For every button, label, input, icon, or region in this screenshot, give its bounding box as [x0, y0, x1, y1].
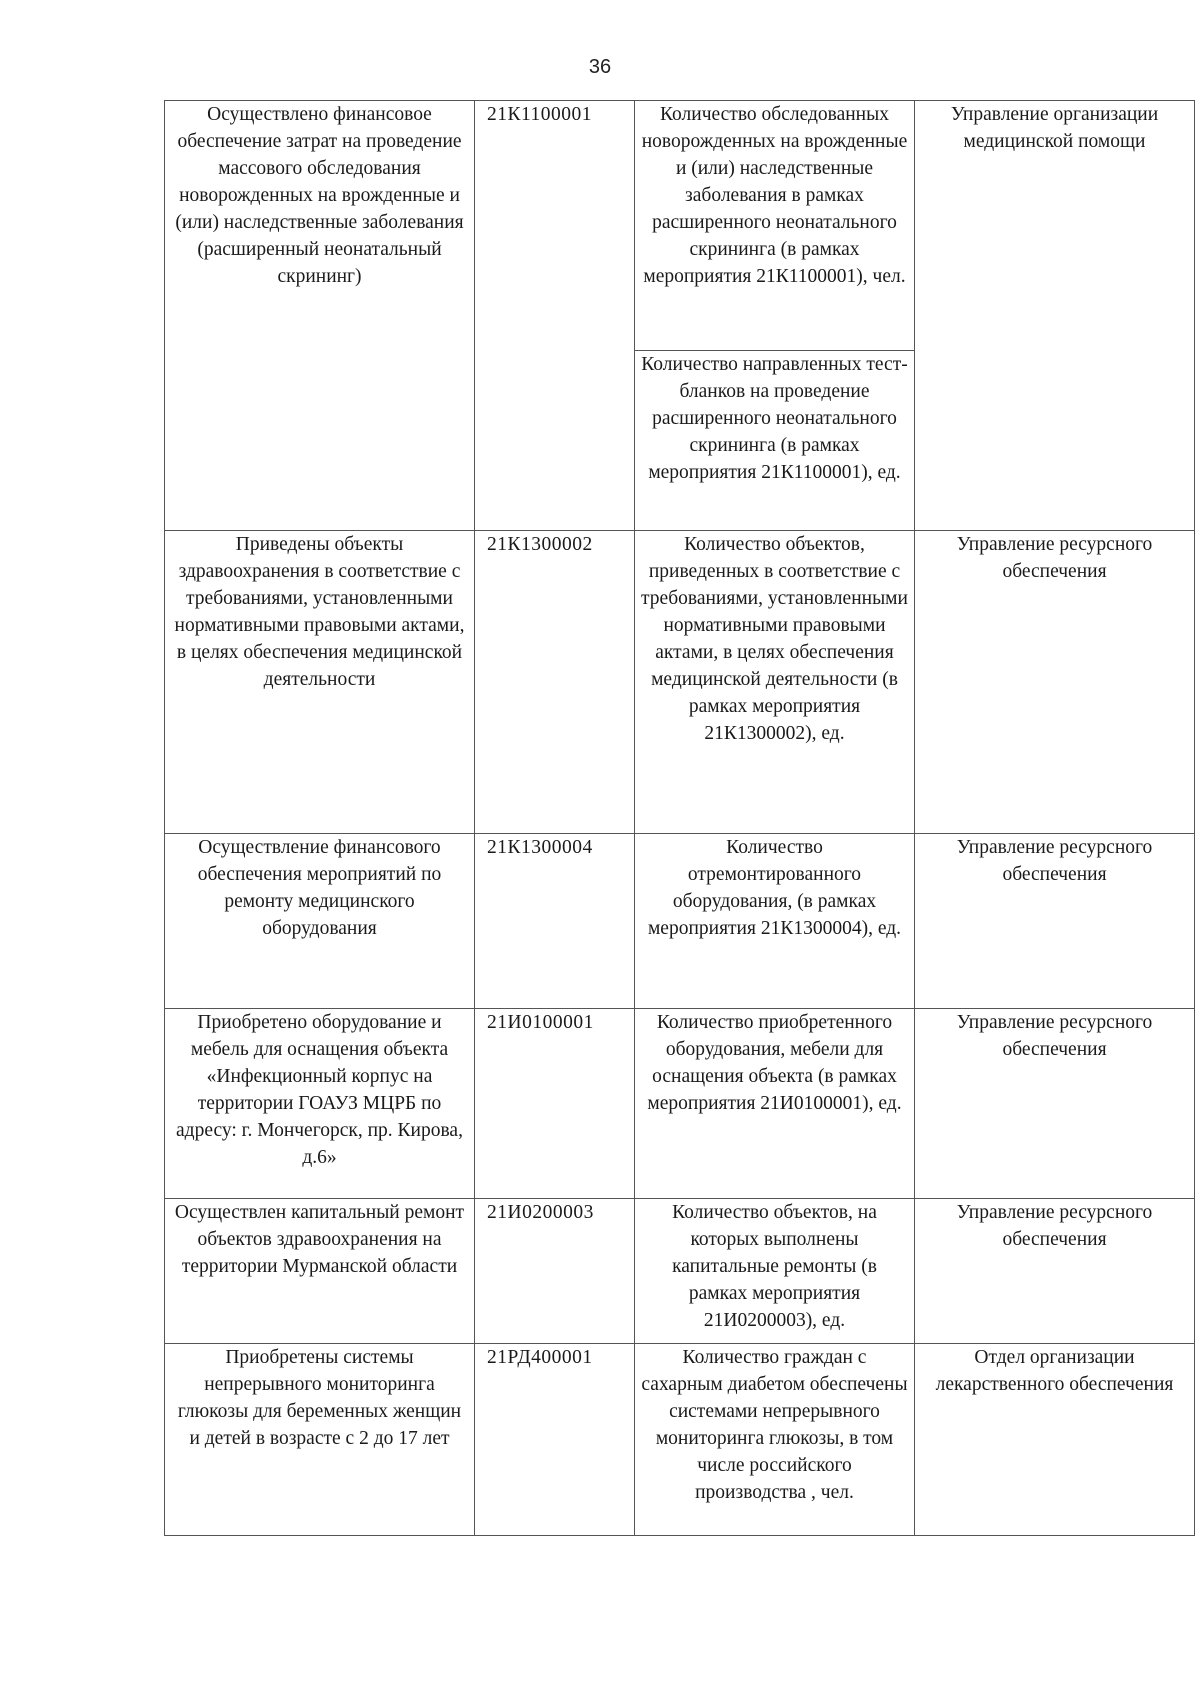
indicator-cell: Количество отремонтированного оборудования, (в рамках мероприятия 21К1300004), ед.	[635, 834, 915, 1009]
code-cell: 21К1300002	[475, 531, 635, 834]
code-cell: 21К1300004	[475, 834, 635, 1009]
result-cell: Осуществление финансового обеспечения мероприятий по ремонту медицинского оборудования	[165, 834, 475, 1009]
result-cell: Осуществлен капитальный ремонт объектов здравоохранения на территории Мурманской области	[165, 1199, 475, 1344]
responsible-cell: Управление ресурсного обеспечения	[915, 834, 1195, 1009]
indicator-cell: Количество направленных тест-бланков на проведение расширенного неонатального скрининга (в рамках мероприятия 21К1100001), ед.	[635, 351, 915, 531]
table-row	[165, 1009, 1195, 1199]
result-cell: Приобретены системы непрерывного мониторинга глюкозы для беременных женщин и детей в возрасте с 2 до 17 лет	[165, 1344, 475, 1536]
page-number: 36	[588, 56, 612, 78]
indicator-cell: Количество граждан с сахарным диабетом обеспечены системами непрерывного мониторинга глюкозы, в том числе российского производства , чел.	[635, 1344, 915, 1536]
result-cell: Осуществлено финансовое обеспечение затрат на проведение массового обследования новорожденных на врожденные и (или) наследственные заболевания (расширенный неонатальный скрининг)	[165, 101, 475, 531]
responsible-cell: Управление ресурсного обеспечения	[915, 531, 1195, 834]
code-cell: 21И0200003	[475, 1199, 635, 1344]
result-cell: Приобретено оборудование и мебель для оснащения объекта «Инфекционный корпус на территории ГОАУЗ МЦРБ по адресу: г. Мончегорск, пр. Кирова, д.6»	[165, 1009, 475, 1199]
result-cell: Приведены объекты здравоохранения в соответствие с требованиями, установленными нормативными правовыми актами, в целях обеспечения медицинской деятельности	[165, 531, 475, 834]
responsible-cell: Управление ресурсного обеспечения	[915, 1009, 1195, 1199]
responsible-cell: Управление организации медицинской помощи	[915, 101, 1195, 531]
indicator-cell: Количество приобретенного оборудования, мебели для оснащения объекта (в рамках мероприятия 21И0100001), ед.	[635, 1009, 915, 1199]
code-cell: 21И0100001	[475, 1009, 635, 1199]
table-row	[165, 834, 1195, 1009]
table-row	[165, 1199, 1195, 1344]
table-row	[165, 531, 1195, 834]
code-cell: 21РД400001	[475, 1344, 635, 1536]
indicator-cell: Количество обследованных новорожденных на врожденные и (или) наследственные заболевания в рамках расширенного неонатального скрининга (в рамках мероприятия 21К1100001), чел.	[635, 101, 915, 351]
table-row	[165, 101, 1195, 351]
indicator-cell: Количество объектов, приведенных в соответствие с требованиями, установленными нормативными правовыми актами, в целях обеспечения медицинской деятельности (в рамках мероприятия 21К1300002), ед.	[635, 531, 915, 834]
measures-table	[164, 100, 1195, 1536]
indicator-cell: Количество объектов, на которых выполнены капитальные ремонты (в рамках мероприятия 21И0200003), ед.	[635, 1199, 915, 1344]
table-row	[165, 1344, 1195, 1536]
responsible-cell: Отдел организации лекарственного обеспечения	[915, 1344, 1195, 1536]
code-cell: 21К1100001	[475, 101, 635, 531]
responsible-cell: Управление ресурсного обеспечения	[915, 1199, 1195, 1344]
